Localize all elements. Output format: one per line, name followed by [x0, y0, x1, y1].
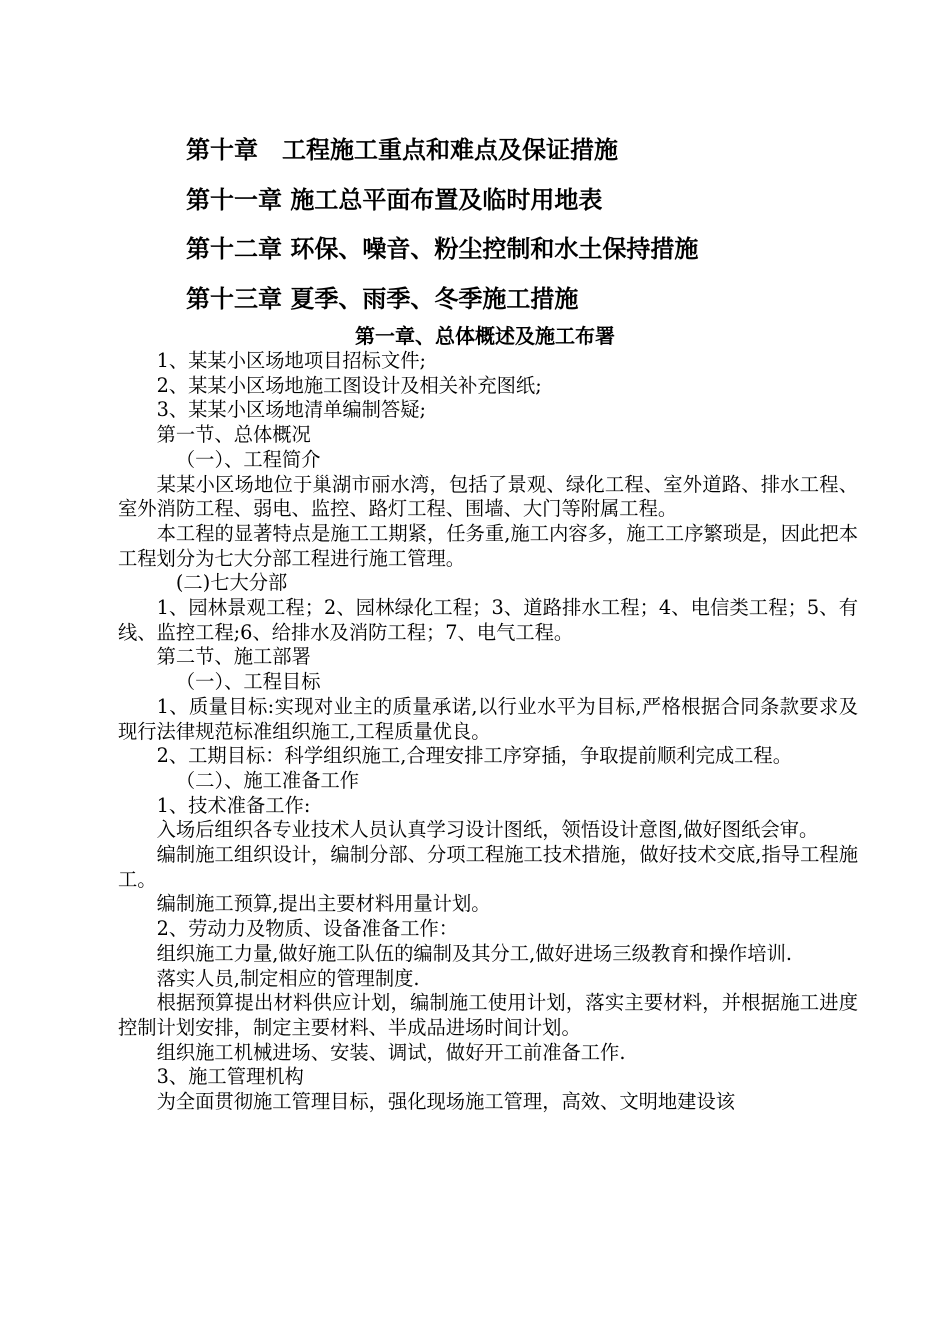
paragraph: 根据预算提出材料供应计划，编制施工使用计划，落实主要材料，并根据施工进度控制计划安排，制定主要材料、半成品进场时间计划。 — [118, 991, 858, 1039]
reference-1: 1、某某小区场地项目招标文件; — [156, 349, 427, 372]
paragraph: 1、质量目标:实现对业主的质量承诺,以行业水平为目标,严格根据合同条款要求及现行法律规范标准组织施工,工程质量优良。 — [118, 694, 858, 743]
paragraph: 编制施工组织设计，编制分部、分项工程施工技术措施，做好技术交底,指导工程施工。 — [118, 843, 858, 891]
subsection-heading: (二)七大分部 — [175, 571, 288, 595]
paragraph: 编制施工预算,提出主要材料用量计划。 — [156, 892, 491, 916]
paragraph: 入场后组织各专业技术人员认真学习设计图纸，领悟设计意图,做好图纸会审。 — [156, 818, 819, 842]
paragraph: 本工程的显著特点是施工工期紧，任务重,施工内容多，施工工序繁琐是，因此把本工程划分为七大分部工程进行施工管理。 — [118, 521, 858, 570]
paragraph: 1、技术准备工作: — [156, 793, 311, 817]
subsection-heading: （一）、工程目标 — [175, 670, 321, 694]
paragraph: 组织施工机械进场、安装、调试，做好开工前准备工作. — [156, 1040, 626, 1064]
paragraph: 组织施工力量,做好施工队伍的编制及其分工,做好进场三级教育和操作培训. — [156, 941, 792, 965]
reference-3: 3、某某小区场地清单编制答疑; — [156, 398, 427, 422]
paragraph: 某某小区场地位于巢湖市丽水湾，包括了景观、绿化工程、室外道路、排水工程、室外消防工程、弱电、监控、路灯工程、围墙、大门等附属工程。 — [118, 472, 858, 521]
paragraph: 落实人员,制定相应的管理制度. — [156, 966, 420, 990]
section-heading: 第一节、总体概况 — [156, 423, 311, 447]
paragraph: 2、劳动力及物质、设备准备工作： — [156, 917, 459, 941]
toc-chapter-10: 第十章 工程施工重点和难点及保证措施 — [186, 136, 618, 164]
toc-chapter-13: 第十三章 夏季、雨季、冬季施工措施 — [186, 285, 579, 313]
paragraph: 为全面贯彻施工管理目标，强化现场施工管理，高效、文明地建设该 — [156, 1090, 736, 1114]
chapter-title: 第一章、总体概述及施工布署 — [355, 324, 615, 348]
subsection-heading: （二）、施工准备工作 — [175, 768, 360, 792]
reference-2: 2、某某小区场地施工图设计及相关补充图纸; — [156, 373, 542, 397]
section-heading: 第二节、施工部署 — [156, 645, 311, 669]
paragraph: 1、园林景观工程；2、园林绿化工程；3、道路排水工程；4、电信类工程；5、有线、监控工程;6、给排水及消防工程；7、电气工程。 — [118, 596, 858, 644]
subsection-heading: （一）、工程简介 — [175, 447, 321, 471]
body-text — [118, 349, 858, 1115]
paragraph: 2、工期目标：科学组织施工,合理安排工序穿插，争取提前顺利完成工程。 — [156, 744, 792, 768]
paragraph: 3、施工管理机构 — [156, 1065, 304, 1089]
toc-chapter-12: 第十二章 环保、噪音、粉尘控制和水土保持措施 — [186, 235, 699, 263]
toc-chapter-11: 第十一章 施工总平面布置及临时用地表 — [186, 186, 603, 214]
